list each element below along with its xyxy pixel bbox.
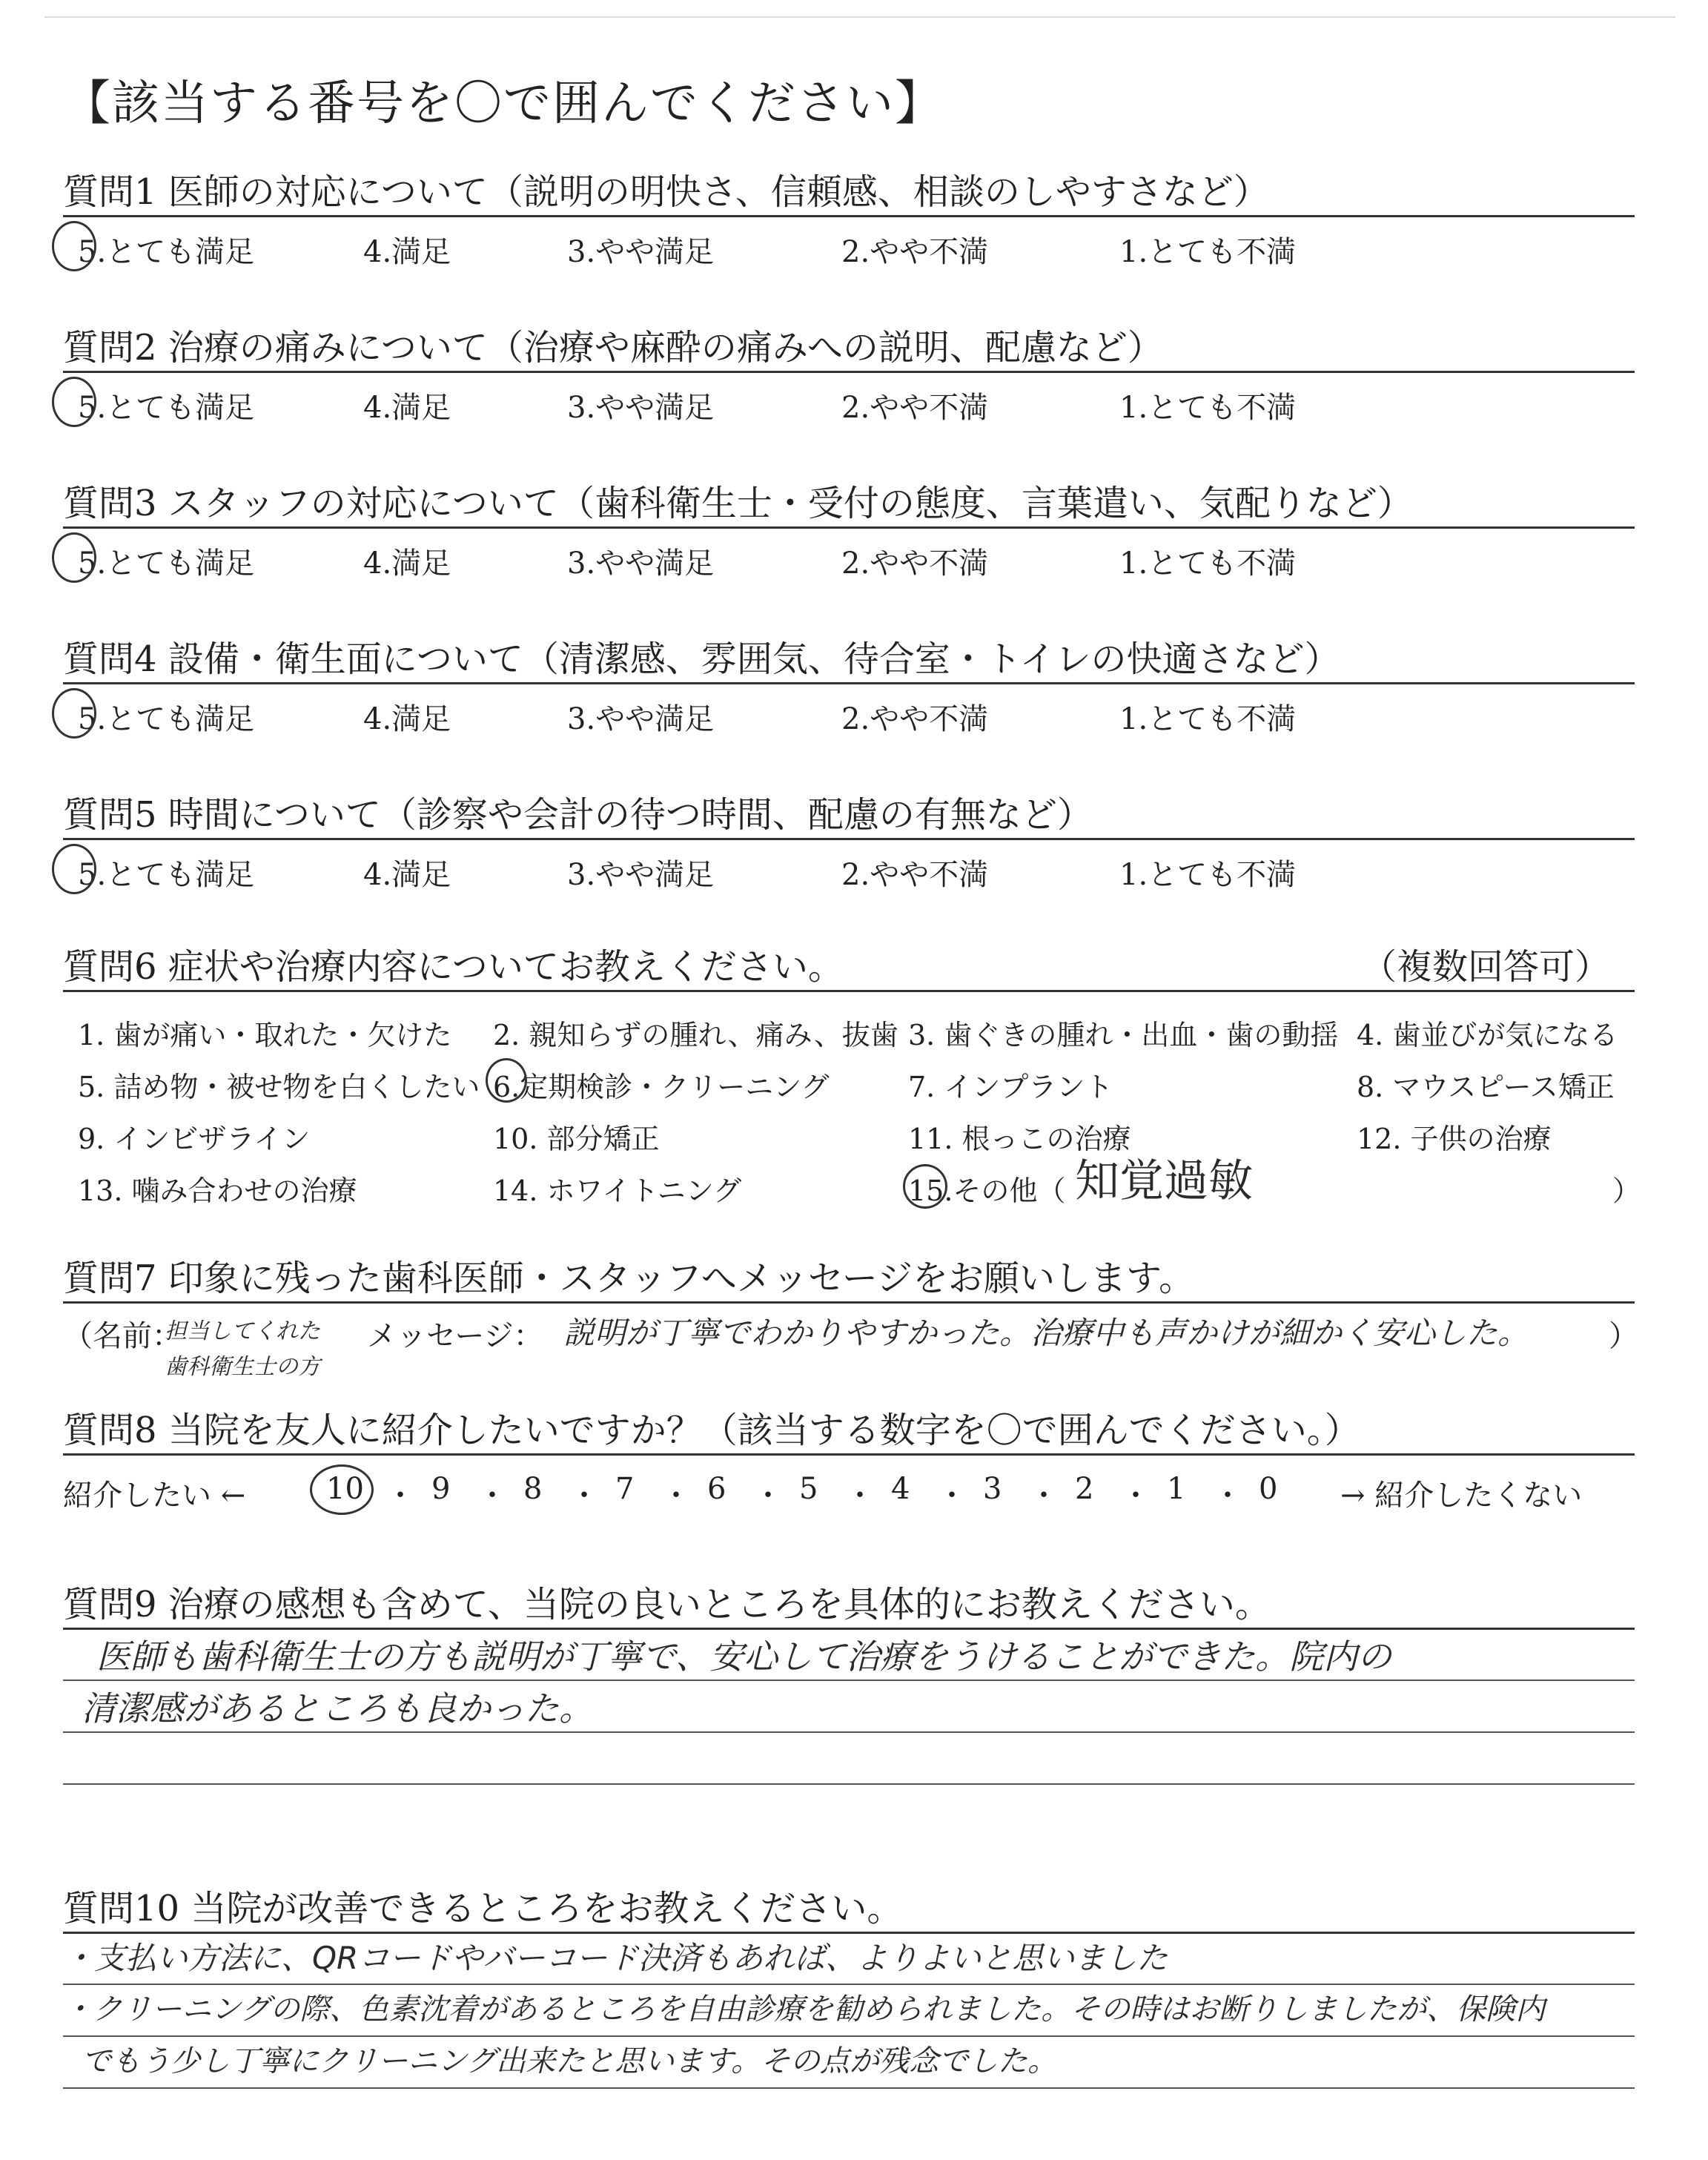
q6-option-12[interactable]: 12. 子供の治療 xyxy=(1357,1123,1552,1155)
q5-option-3[interactable]: 3.やや満足 xyxy=(567,858,715,892)
q1-selected-circle xyxy=(52,221,96,271)
q6-option-5[interactable]: 5. 詰め物・被せ物を白くしたい xyxy=(78,1071,480,1103)
q8-left-label: 紹介したい ← xyxy=(63,1479,246,1513)
q8-scale-7[interactable]: 7 xyxy=(615,1472,635,1506)
q1-option-4[interactable]: 4.満足 xyxy=(363,235,451,269)
q3-option-4[interactable]: 4.満足 xyxy=(363,546,451,581)
q4-option-3[interactable]: 3.やや満足 xyxy=(567,702,715,736)
q8-scale-dot: ・ xyxy=(477,1479,507,1513)
q10-answer-line-2: ・クリーニングの際、色素沈着があるところを自由診療を勧められました。その時はお断りしましたが、保険内 xyxy=(63,1992,1546,2027)
q6-option-11[interactable]: 11. 根っこの治療 xyxy=(908,1123,1131,1155)
q6-option-8[interactable]: 8. マウスピース矯正 xyxy=(1357,1071,1615,1103)
q1-option-3[interactable]: 3.やや満足 xyxy=(567,235,715,269)
q6-option-14[interactable]: 14. ホワイトニング xyxy=(493,1175,742,1207)
q8-scale-6[interactable]: 6 xyxy=(707,1472,726,1506)
q6-option-15-close: ） xyxy=(1612,1175,1641,1207)
q5-option-5[interactable]: 5.とても満足 xyxy=(78,858,255,892)
q6-option-6[interactable]: 6.定期検診・クリーニング xyxy=(493,1071,830,1103)
q8-scale-dot: ・ xyxy=(569,1479,599,1513)
q5-option-2[interactable]: 2.やや不満 xyxy=(841,858,989,892)
q6-option-2[interactable]: 2. 親知らずの腫れ、痛み、抜歯 xyxy=(493,1019,898,1051)
q1-title: 質問1 医師の対応について（説明の明快さ、信頼感、相談のしやすさなど） xyxy=(63,171,1269,213)
q6-rule xyxy=(63,990,1635,992)
q5-option-1[interactable]: 1.とても不満 xyxy=(1119,858,1297,892)
q7-name-value-1: 担当してくれた xyxy=(165,1318,320,1344)
q8-scale-1[interactable]: 1 xyxy=(1167,1472,1186,1506)
q1-option-2[interactable]: 2.やや不満 xyxy=(841,235,989,269)
q8-right-label: → 紹介したくない xyxy=(1340,1479,1583,1513)
q8-scale-10[interactable]: 10 xyxy=(326,1472,364,1506)
q2-title: 質問2 治療の痛みについて（治療や麻酔の痛みへの説明、配慮など） xyxy=(63,327,1163,369)
q9-answer-line-2: 清潔感があるところも良かった。 xyxy=(82,1688,593,1728)
top-edge-line xyxy=(44,16,1675,18)
q3-rule xyxy=(63,526,1635,529)
q8-scale-dot: ・ xyxy=(1029,1479,1059,1513)
q8-scale-4[interactable]: 4 xyxy=(891,1472,910,1506)
q8-scale-3[interactable]: 3 xyxy=(983,1472,1002,1506)
q8-scale-2[interactable]: 2 xyxy=(1075,1472,1094,1506)
q8-scale-0[interactable]: 0 xyxy=(1259,1472,1278,1506)
q8-scale-5[interactable]: 5 xyxy=(799,1472,818,1506)
q8-scale-dot: ・ xyxy=(845,1479,875,1513)
q5-title: 質問5 時間について（診察や会計の待つ時間、配慮の有無など） xyxy=(63,794,1093,836)
q2-selected-circle xyxy=(52,377,96,427)
q6-other-text: 知覚過敏 xyxy=(1075,1155,1253,1207)
q4-rule xyxy=(63,682,1635,684)
q3-option-3[interactable]: 3.やや満足 xyxy=(567,546,715,581)
q4-option-5[interactable]: 5.とても満足 xyxy=(78,702,255,736)
q6-option-4[interactable]: 4. 歯並びが気になる xyxy=(1357,1019,1618,1051)
q7-title: 質問7 印象に残った歯科医師・スタッフへメッセージをお願いします。 xyxy=(63,1258,1195,1299)
q2-option-2[interactable]: 2.やや不満 xyxy=(841,391,989,425)
q6-option-15[interactable]: 15.その他（ xyxy=(908,1175,1066,1207)
q10-line-2 xyxy=(63,1984,1635,1985)
q8-scale-dot: ・ xyxy=(1213,1479,1242,1513)
q10-line-4 xyxy=(63,2087,1635,2089)
q3-selected-circle xyxy=(52,532,96,583)
q4-title: 質問4 設備・衛生面について（清潔感、雰囲気、待合室・トイレの快適さなど） xyxy=(63,638,1340,680)
q7-message-value: 説明が丁寧でわかりやすかった。治療中も声かけが細かく安心した。 xyxy=(563,1315,1529,1351)
q8-title: 質問8 当院を友人に紹介したいですか？（該当する数字を〇で囲んでください。） xyxy=(63,1410,1360,1451)
q6-note: （複数回答可） xyxy=(1361,946,1611,988)
q7-name-label: （名前： xyxy=(63,1319,182,1353)
q7-close-paren: ） xyxy=(1609,1319,1638,1353)
q4-selected-circle xyxy=(52,688,96,739)
q2-rule xyxy=(63,371,1635,373)
q10-title: 質問10 当院が改善できるところをお教えください。 xyxy=(63,1888,903,1929)
q1-option-5[interactable]: 5.とても満足 xyxy=(78,235,255,269)
q4-option-1[interactable]: 1.とても不満 xyxy=(1119,702,1297,736)
q10-line-3 xyxy=(63,2035,1635,2037)
q6-circle-6 xyxy=(486,1058,527,1103)
page-header: 【該当する番号を〇で囲んでください】 xyxy=(63,76,944,131)
q6-title: 質問6 症状や治療内容についてお教えください。 xyxy=(63,946,844,988)
q3-option-1[interactable]: 1.とても不満 xyxy=(1119,546,1297,581)
q8-circle-10 xyxy=(310,1464,374,1515)
q6-option-13[interactable]: 13. 噛み合わせの治療 xyxy=(78,1175,357,1207)
q8-scale-dot: ・ xyxy=(753,1479,783,1513)
q6-circle-15 xyxy=(903,1164,947,1209)
q7-rule xyxy=(63,1301,1635,1304)
q10-answer-line-1: ・支払い方法に、QRコードやバーコード決済もあれば、よりよいと思いました xyxy=(63,1940,1168,1976)
q2-option-3[interactable]: 3.やや満足 xyxy=(567,391,715,425)
q9-line-3 xyxy=(63,1731,1635,1733)
q8-scale-dot: ・ xyxy=(661,1479,691,1513)
q8-scale-9[interactable]: 9 xyxy=(431,1472,451,1506)
q8-scale-dot: ・ xyxy=(937,1479,967,1513)
q5-option-4[interactable]: 4.満足 xyxy=(363,858,451,892)
q8-scale-dot: ・ xyxy=(385,1479,415,1513)
q4-option-2[interactable]: 2.やや不満 xyxy=(841,702,989,736)
q9-line-2 xyxy=(63,1680,1635,1681)
q3-title: 質問3 スタッフの対応について（歯科衛生士・受付の態度、言葉遣い、気配りなど） xyxy=(63,483,1413,524)
q10-answer-line-3: でもう少し丁寧にクリーニング出来たと思います。その点が残念でした。 xyxy=(82,2044,1057,2078)
q2-option-5[interactable]: 5.とても満足 xyxy=(78,391,255,425)
q8-scale-dot: ・ xyxy=(1121,1479,1151,1513)
q1-option-1[interactable]: 1.とても不満 xyxy=(1119,235,1297,269)
q5-rule xyxy=(63,838,1635,840)
q7-name-value-2: 歯科衛生士の方 xyxy=(165,1354,320,1380)
q6-option-1[interactable]: 1. 歯が痛い・取れた・欠けた xyxy=(78,1019,452,1051)
q6-option-9[interactable]: 9. インビザライン xyxy=(78,1123,311,1155)
q6-option-3[interactable]: 3. 歯ぐきの腫れ・出血・歯の動揺 xyxy=(908,1019,1339,1051)
q2-option-1[interactable]: 1.とても不満 xyxy=(1119,391,1297,425)
q3-option-2[interactable]: 2.やや不満 xyxy=(841,546,989,581)
q9-answer-line-1: 医師も歯科衛生士の方も説明が丁寧で、安心して治療をうけることができた。院内の xyxy=(96,1636,1392,1677)
q7-message-label: メッセージ： xyxy=(367,1319,543,1353)
q9-title: 質問9 治療の感想も含めて、当院の良いところを具体的にお教えください。 xyxy=(63,1584,1271,1625)
q1-rule xyxy=(63,215,1635,217)
q9-line-4 xyxy=(63,1783,1635,1785)
q5-selected-circle xyxy=(52,844,96,894)
q4-option-4[interactable]: 4.満足 xyxy=(363,702,451,736)
q3-option-5[interactable]: 5.とても満足 xyxy=(78,546,255,581)
q8-rule xyxy=(63,1453,1635,1456)
q6-option-7[interactable]: 7. インプラント xyxy=(908,1071,1113,1103)
q2-option-4[interactable]: 4.満足 xyxy=(363,391,451,425)
q6-option-10[interactable]: 10. 部分矯正 xyxy=(493,1123,660,1155)
q8-scale-8[interactable]: 8 xyxy=(523,1472,543,1506)
